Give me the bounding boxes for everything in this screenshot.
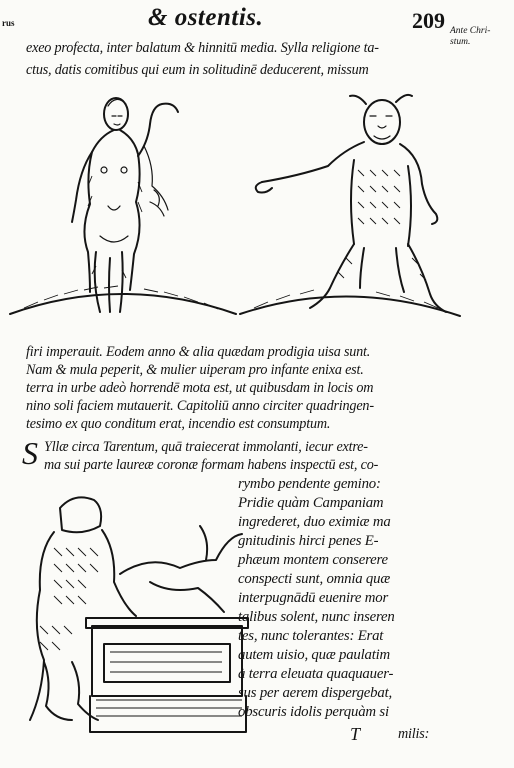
text-line: obscuris idolis perquàm si <box>238 704 389 720</box>
text-line: tes, nunc tolerantes: Erat <box>238 628 384 644</box>
text-line: Yllæ circa Tarentum, quā traiecerat immolanti, iecur extre- <box>44 439 368 455</box>
margin-note-line-2: stum. <box>450 37 471 47</box>
text-line: rymbo pendente gemino: <box>238 476 381 492</box>
text-line: nino soli faciem mutauerit. Capitoliū anno circiter quadringen- <box>26 398 374 414</box>
text-line: Pridie quàm Campaniam <box>238 495 384 511</box>
text-line: terra in urbe adeò horrendē mota est, ut quibusdam in locis om <box>26 380 374 396</box>
text-line: tesimo ex quo conditum erat, incendio est consumptum. <box>26 416 331 432</box>
woodcut-woman-serpent <box>4 86 240 334</box>
woodcut-sacrifice <box>0 486 250 758</box>
text-line: sus per aerem dispergebat, <box>238 685 392 701</box>
margin-note-line-1: Ante Chri- <box>450 26 491 36</box>
text-line: interpugnādū euenire mor <box>238 590 388 606</box>
text-line: ma sui parte laureæ coronæ formam habens inspectū est, co- <box>44 457 379 473</box>
text-line: Nam & mula peperit, & mulier uiperam pro infante enixa est. <box>26 362 364 378</box>
page-number: 209 <box>412 8 445 33</box>
text-line: phæum montem conserere <box>238 552 388 568</box>
text-line: gnitudinis hirci penes E- <box>238 533 379 549</box>
edge-mark: rus <box>2 18 15 28</box>
text-line: exeo profecta, inter balatum & hinnitū media. Sylla religione ta- <box>26 40 379 56</box>
text-line: à terra eleuata quaquauer- <box>238 666 394 682</box>
woodcut-horned-satyr <box>236 86 464 334</box>
text-line: milis: <box>398 726 430 742</box>
text-line: talibus solent, nunc inseren <box>238 609 395 625</box>
text-line: firi imperauit. Eodem anno & alia quædam prodigia uisa sunt. <box>26 344 371 360</box>
text-line: ctus, datis comitibus qui eum in solitudinē deducerent, missum <box>26 62 369 78</box>
running-title: & ostentis. <box>148 4 264 31</box>
drop-cap: S <box>22 435 38 471</box>
catchword: T <box>350 724 360 744</box>
text-line: ingrederet, duo eximiæ ma <box>238 514 391 530</box>
text-line: conspecti sunt, omnia quæ <box>238 571 391 587</box>
text-line: autem uisio, quæ paulatim <box>238 647 391 663</box>
